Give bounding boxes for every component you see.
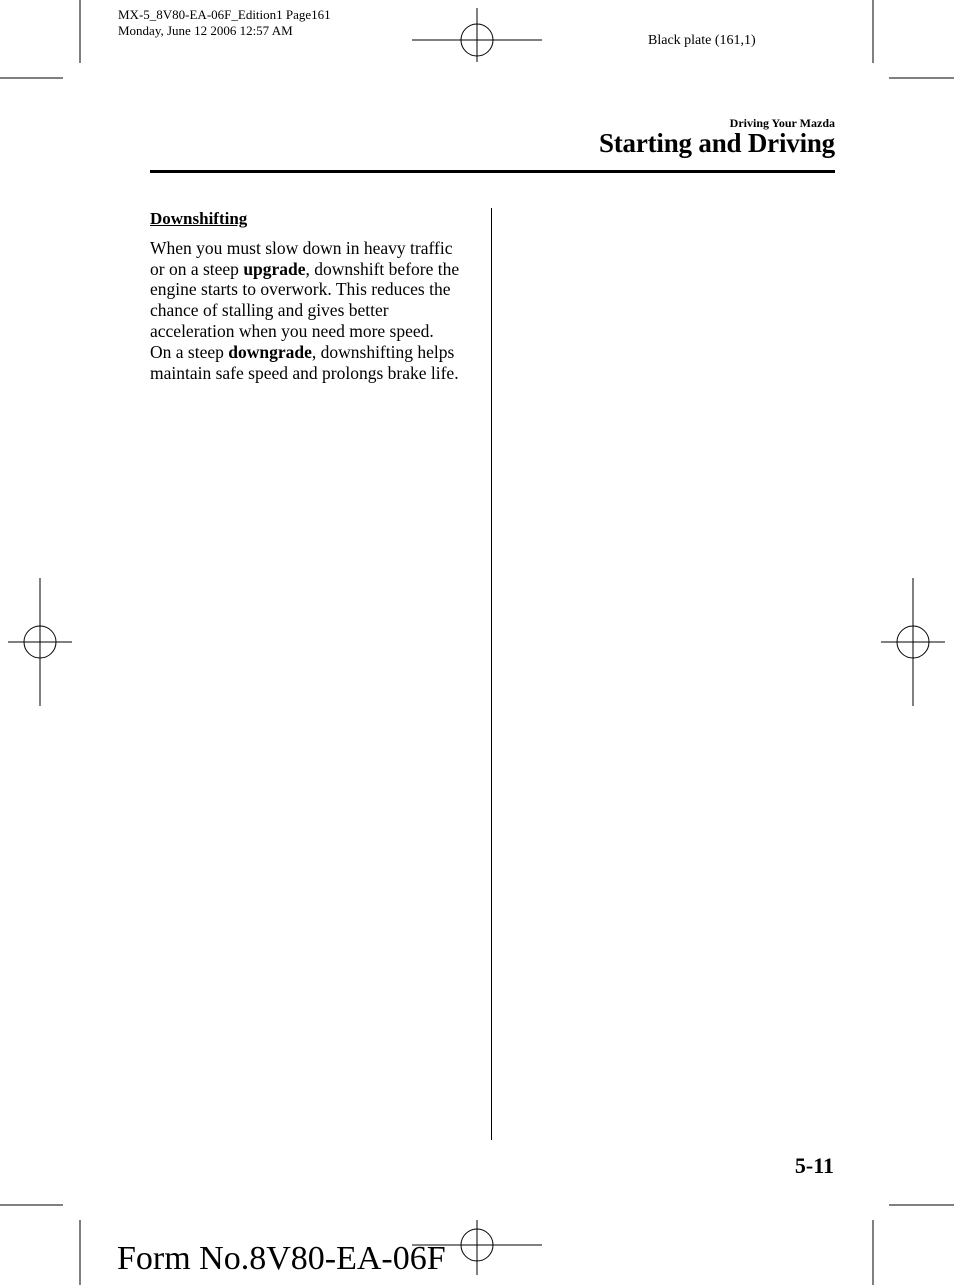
p2-text-after: , downshifting helps maintain safe speed and prolongs brake life. (150, 341, 459, 383)
page-number: 5-11 (794, 1153, 834, 1178)
header-rule (150, 170, 835, 173)
print-info-line1: MX-5_8V80-EA-06F_Edition1 Page161 (118, 7, 331, 22)
print-info-line2: Monday, June 12 2006 12:57 AM (118, 23, 293, 38)
p1-text-after: , downshift before the engine starts to overwork. This reduces the chance of stalling and gives better acceleration when you need more speed. (150, 258, 460, 341)
p2-text-before: On a steep (150, 341, 229, 362)
p1-term-upgrade: upgrade (243, 258, 306, 279)
paragraph-downgrade (150, 342, 470, 384)
p1-text-before: When you must slow down in heavy traffic or on a steep (150, 237, 453, 279)
plate-label: Black plate (161,1) (648, 33, 756, 48)
column-divider (491, 208, 492, 1140)
body-column-left (150, 209, 470, 383)
registration-mark-top (412, 8, 542, 62)
registration-mark-left (8, 578, 72, 706)
form-number: Form No.8V80-EA-06F (117, 1240, 446, 1277)
subsection-heading: Downshifting (150, 209, 248, 228)
registration-mark-right (881, 578, 945, 706)
page-title: Starting and Driving (598, 128, 835, 158)
print-info (118, 7, 331, 39)
paragraph-upgrade (150, 238, 470, 342)
p2-term-downgrade: downgrade (228, 341, 312, 362)
section-label: Driving Your Mazda (729, 116, 835, 130)
